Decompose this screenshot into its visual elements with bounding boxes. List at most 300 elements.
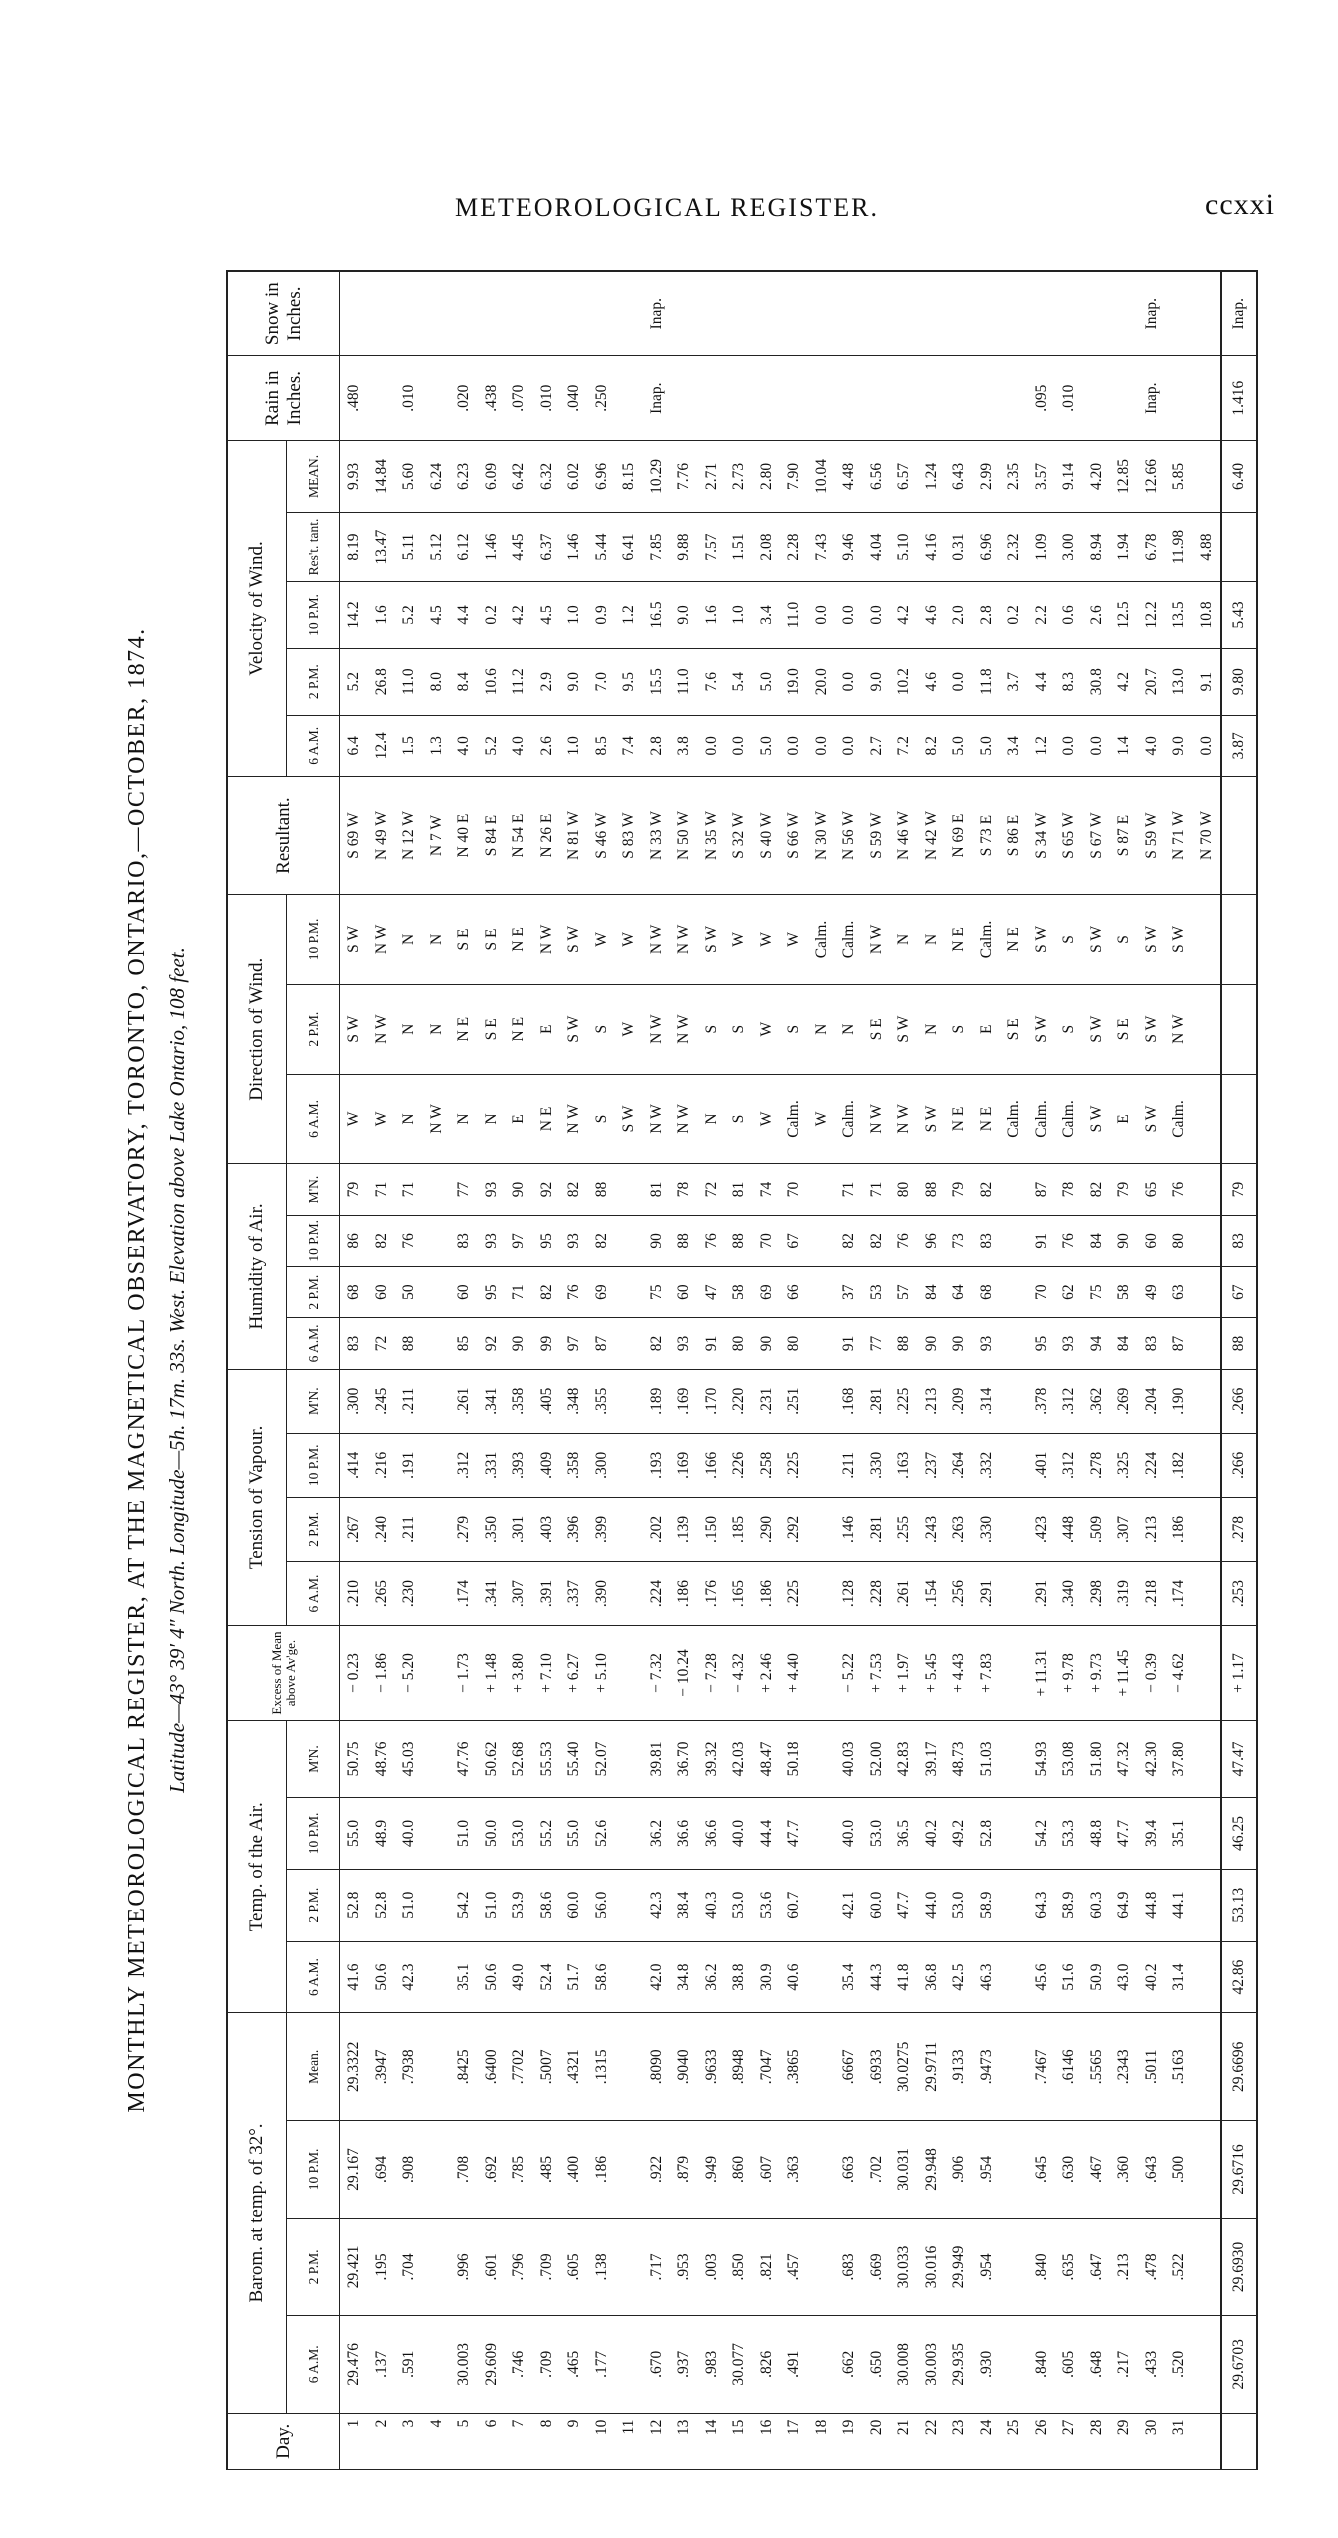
table-cell: Calm. bbox=[808, 895, 836, 985]
table-cell: .378 bbox=[1028, 1369, 1056, 1433]
table-cell: .202 bbox=[643, 1497, 671, 1561]
table-cell: 0.0 bbox=[698, 715, 726, 777]
sub-barom-6am: 6 A.M. bbox=[287, 2316, 340, 2413]
table-cell: 4.0 bbox=[450, 715, 478, 777]
table-cell: 99 bbox=[533, 1318, 561, 1369]
table-cell: 88 bbox=[890, 1318, 918, 1369]
mean-cell: .278 bbox=[1221, 1497, 1257, 1561]
table-cell: + 7.10 bbox=[533, 1626, 561, 1721]
table-cell bbox=[835, 271, 863, 356]
table-cell: .400 bbox=[560, 2121, 588, 2218]
table-cell: .218 bbox=[1138, 1561, 1166, 1625]
table-cell: .269 bbox=[1110, 1369, 1138, 1433]
table-cell bbox=[1193, 1164, 1222, 1215]
sub-velocity-resultant: Res't. tant. bbox=[287, 512, 340, 581]
table-cell: + 7.53 bbox=[863, 1626, 891, 1721]
table-cell: .226 bbox=[725, 1433, 753, 1497]
table-cell: .3947 bbox=[368, 2013, 396, 2121]
table-cell bbox=[808, 2013, 836, 2121]
table-cell: Inap. bbox=[1138, 271, 1166, 356]
table-cell: N bbox=[918, 984, 946, 1074]
table-cell: 55.0 bbox=[340, 1797, 368, 1869]
table-cell bbox=[1193, 1797, 1222, 1869]
table-cell: .154 bbox=[918, 1561, 946, 1625]
table-cell bbox=[973, 271, 1001, 356]
table-cell: 36.5 bbox=[890, 1797, 918, 1869]
table-cell: 7.6 bbox=[698, 648, 726, 715]
table-cell: 42.03 bbox=[725, 1721, 753, 1798]
mean-cell bbox=[1221, 895, 1257, 985]
table-cell: 45.6 bbox=[1028, 1941, 1056, 2013]
table-cell: 74 bbox=[753, 1164, 781, 1215]
table-cell: S 32 W bbox=[725, 777, 753, 895]
table-row bbox=[423, 271, 451, 2470]
table-cell: 7.43 bbox=[808, 512, 836, 581]
table-cell: 2.0 bbox=[945, 582, 973, 649]
table-cell: .860 bbox=[725, 2121, 753, 2218]
table-cell: .010 bbox=[533, 356, 561, 441]
table-cell: .186 bbox=[670, 1561, 698, 1625]
table-cell: − 5.20 bbox=[395, 1626, 423, 1721]
table-cell: .307 bbox=[1110, 1497, 1138, 1561]
table-cell bbox=[1193, 1497, 1222, 1561]
table-cell: 0.0 bbox=[835, 715, 863, 777]
table-cell: 76 bbox=[1055, 1215, 1083, 1266]
sub-direction-6am: 6 A.M. bbox=[287, 1074, 340, 1164]
table-cell: S bbox=[780, 984, 808, 1074]
day-cell: 13 bbox=[670, 2413, 698, 2469]
table-cell: 2.7 bbox=[863, 715, 891, 777]
table-cell: .694 bbox=[368, 2121, 396, 2218]
table-cell bbox=[1083, 356, 1111, 441]
table-cell: 52.8 bbox=[340, 1869, 368, 1941]
table-cell: N 49 W bbox=[368, 777, 396, 895]
table-cell: 50.9 bbox=[1083, 1941, 1111, 2013]
table-cell: .605 bbox=[560, 2218, 588, 2315]
table-cell: + 7.83 bbox=[973, 1626, 1001, 1721]
table-cell: .290 bbox=[753, 1497, 781, 1561]
table-cell: N bbox=[808, 984, 836, 1074]
table-cell: 4.04 bbox=[863, 512, 891, 581]
table-cell: 64.9 bbox=[1110, 1869, 1138, 1941]
table-cell: 36.70 bbox=[670, 1721, 698, 1798]
table-cell: .401 bbox=[1028, 1433, 1056, 1497]
table-cell: 4.16 bbox=[918, 512, 946, 581]
table-cell: 2.80 bbox=[753, 441, 781, 513]
table-cell: S W bbox=[1138, 1074, 1166, 1164]
table-row bbox=[698, 271, 726, 2470]
table-cell: 0.0 bbox=[835, 582, 863, 649]
table-cell: 3.8 bbox=[670, 715, 698, 777]
table-cell: .448 bbox=[1055, 1497, 1083, 1561]
table-cell: 55.53 bbox=[533, 1721, 561, 1798]
table-row bbox=[478, 271, 506, 2470]
table-cell: E bbox=[1110, 1074, 1138, 1164]
table-cell: 47.32 bbox=[1110, 1721, 1138, 1798]
table-cell: N E bbox=[973, 1074, 1001, 1164]
table-cell: 88 bbox=[670, 1215, 698, 1266]
table-cell: S W bbox=[890, 984, 918, 1074]
table-cell: .186 bbox=[588, 2121, 616, 2218]
table-cell: 80 bbox=[780, 1318, 808, 1369]
table-cell: .182 bbox=[1165, 1433, 1193, 1497]
table-cell: 1.0 bbox=[560, 582, 588, 649]
table-cell: 8.0 bbox=[423, 648, 451, 715]
table-cell bbox=[1193, 1318, 1222, 1369]
table-cell: N E bbox=[450, 984, 478, 1074]
table-cell: 0.2 bbox=[478, 582, 506, 649]
table-cell: .826 bbox=[753, 2316, 781, 2413]
table-cell: 50.18 bbox=[780, 1721, 808, 1798]
table-cell: 75 bbox=[1083, 1266, 1111, 1317]
table-cell: 76 bbox=[698, 1215, 726, 1266]
table-cell: 76 bbox=[1165, 1164, 1193, 1215]
table-cell: 78 bbox=[1055, 1164, 1083, 1215]
table-cell: 64.3 bbox=[1028, 1869, 1056, 1941]
table-cell: 42.0 bbox=[643, 1941, 671, 2013]
table-cell: 13.0 bbox=[1165, 648, 1193, 715]
mean-cell: 29.6930 bbox=[1221, 2218, 1257, 2315]
table-cell: .337 bbox=[560, 1561, 588, 1625]
table-cell: 82 bbox=[1083, 1164, 1111, 1215]
table-cell: 1.5 bbox=[395, 715, 423, 777]
table-cell: S 46 W bbox=[588, 777, 616, 895]
table-cell: .2343 bbox=[1110, 2013, 1138, 2121]
table-cell: .166 bbox=[698, 1433, 726, 1497]
table-cell: .020 bbox=[450, 356, 478, 441]
table-cell: 60.0 bbox=[560, 1869, 588, 1941]
table-cell: .255 bbox=[890, 1497, 918, 1561]
table-cell: N 40 E bbox=[450, 777, 478, 895]
mean-cell: Inap. bbox=[1221, 271, 1257, 356]
table-cell: 5.85 bbox=[1165, 441, 1193, 513]
day-cell: 12 bbox=[643, 2413, 671, 2469]
table-row bbox=[450, 271, 478, 2470]
table-cell: .225 bbox=[780, 1561, 808, 1625]
day-cell: 24 bbox=[973, 2413, 1001, 2469]
day-cell: 6 bbox=[478, 2413, 506, 2469]
table-cell: 83 bbox=[1138, 1318, 1166, 1369]
sub-direction-10pm: 10 P.M. bbox=[287, 895, 340, 985]
table-cell: 4.5 bbox=[423, 582, 451, 649]
table-cell: 14.84 bbox=[368, 441, 396, 513]
table-cell: 30.033 bbox=[890, 2218, 918, 2315]
table-cell bbox=[615, 1164, 643, 1215]
table-cell: W bbox=[725, 895, 753, 985]
table-cell: 90 bbox=[643, 1215, 671, 1266]
table-cell bbox=[1000, 1721, 1028, 1798]
table-cell bbox=[1000, 2013, 1028, 2121]
table-cell: .278 bbox=[1083, 1433, 1111, 1497]
table-cell: N 81 W bbox=[560, 777, 588, 895]
table-cell bbox=[340, 271, 368, 356]
table-cell: 42.3 bbox=[395, 1941, 423, 2013]
table-cell: .264 bbox=[945, 1433, 973, 1497]
table-cell: 35.1 bbox=[450, 1941, 478, 2013]
table-cell: N 54 E bbox=[505, 777, 533, 895]
table-cell: 76 bbox=[890, 1215, 918, 1266]
table-cell: 90 bbox=[505, 1318, 533, 1369]
table-cell bbox=[450, 271, 478, 356]
table-cell: N E bbox=[1000, 895, 1028, 985]
table-cell: 7.57 bbox=[698, 512, 726, 581]
table-cell: 10.6 bbox=[478, 648, 506, 715]
table-cell bbox=[1000, 356, 1028, 441]
table-cell: .8948 bbox=[725, 2013, 753, 2121]
table-cell: 58 bbox=[1110, 1266, 1138, 1317]
table-cell: 8.19 bbox=[340, 512, 368, 581]
table-cell: 88 bbox=[725, 1215, 753, 1266]
table-cell bbox=[560, 271, 588, 356]
register-body bbox=[340, 271, 1222, 2470]
table-cell: .210 bbox=[340, 1561, 368, 1625]
table-cell bbox=[423, 2316, 451, 2413]
sub-humidity-6am: 6 A.M. bbox=[287, 1318, 340, 1369]
table-cell: .165 bbox=[725, 1561, 753, 1625]
table-cell: .953 bbox=[670, 2218, 698, 2315]
table-cell: Calm. bbox=[1000, 1074, 1028, 1164]
table-cell: 20.7 bbox=[1138, 648, 1166, 715]
table-cell bbox=[615, 2218, 643, 2315]
table-cell: 39.4 bbox=[1138, 1797, 1166, 1869]
table-cell bbox=[615, 2013, 643, 2121]
table-cell: N 56 W bbox=[835, 777, 863, 895]
table-cell: .6400 bbox=[478, 2013, 506, 2121]
table-cell: 58.9 bbox=[973, 1869, 1001, 1941]
table-cell: .301 bbox=[505, 1497, 533, 1561]
table-cell: 57 bbox=[890, 1266, 918, 1317]
table-cell: .949 bbox=[698, 2121, 726, 2218]
table-cell: .480 bbox=[340, 356, 368, 441]
mean-cell: 88 bbox=[1221, 1318, 1257, 1369]
table-cell: 0.6 bbox=[1055, 582, 1083, 649]
table-cell: 68 bbox=[973, 1266, 1001, 1317]
table-cell: 92 bbox=[533, 1164, 561, 1215]
table-cell bbox=[808, 1869, 836, 1941]
table-cell: 58.6 bbox=[588, 1941, 616, 2013]
table-cell: S bbox=[725, 984, 753, 1074]
table-cell: .292 bbox=[780, 1497, 808, 1561]
table-cell bbox=[1193, 2218, 1222, 2315]
table-cell bbox=[615, 1561, 643, 1625]
table-cell: 34.8 bbox=[670, 1941, 698, 2013]
table-row bbox=[368, 271, 396, 2470]
table-cell bbox=[753, 271, 781, 356]
table-cell bbox=[1193, 271, 1222, 356]
table-cell: N bbox=[395, 895, 423, 985]
table-cell: N bbox=[698, 1074, 726, 1164]
table-cell: 50.6 bbox=[368, 1941, 396, 2013]
table-cell: 3.4 bbox=[753, 582, 781, 649]
table-cell: 12.2 bbox=[1138, 582, 1166, 649]
table-cell: 41.6 bbox=[340, 1941, 368, 2013]
table-cell: 29.948 bbox=[918, 2121, 946, 2218]
table-cell bbox=[918, 271, 946, 356]
table-cell: 6.57 bbox=[890, 441, 918, 513]
table-cell: .9473 bbox=[973, 2013, 1001, 2121]
table-cell bbox=[1000, 1266, 1028, 1317]
table-cell bbox=[615, 1497, 643, 1561]
table-cell: 11.98 bbox=[1165, 512, 1193, 581]
header-direction: Direction of Wind. bbox=[227, 895, 287, 1164]
table-cell: .399 bbox=[588, 1497, 616, 1561]
table-row bbox=[863, 271, 891, 2470]
table-cell bbox=[423, 1626, 451, 1721]
table-cell: .663 bbox=[835, 2121, 863, 2218]
table-cell: 10.2 bbox=[890, 648, 918, 715]
table-cell bbox=[1000, 1369, 1028, 1433]
table-row bbox=[670, 271, 698, 2470]
table-cell: 60 bbox=[450, 1266, 478, 1317]
table-cell bbox=[615, 2316, 643, 2413]
table-cell: .243 bbox=[918, 1497, 946, 1561]
sub-vapour-mean: M'N. bbox=[287, 1369, 340, 1433]
table-cell bbox=[808, 1164, 836, 1215]
table-cell: 9.1 bbox=[1193, 648, 1222, 715]
table-cell: 53.0 bbox=[505, 1797, 533, 1869]
table-cell bbox=[1193, 1369, 1222, 1433]
table-cell: .607 bbox=[753, 2121, 781, 2218]
table-cell: N bbox=[395, 1074, 423, 1164]
table-cell: 44.1 bbox=[1165, 1869, 1193, 1941]
table-cell: 20.0 bbox=[808, 648, 836, 715]
table-cell: N 12 W bbox=[395, 777, 423, 895]
table-cell: 12.85 bbox=[1110, 441, 1138, 513]
table-cell: 8.4 bbox=[450, 648, 478, 715]
header-barometer: Barom. at temp. of 32°. bbox=[227, 2013, 287, 2413]
table-cell: − 10.24 bbox=[670, 1626, 698, 1721]
table-cell: 65 bbox=[1138, 1164, 1166, 1215]
table-cell: 5.12 bbox=[423, 512, 451, 581]
table-cell: 37 bbox=[835, 1266, 863, 1317]
table-cell: 40.0 bbox=[835, 1797, 863, 1869]
table-cell: + 11.31 bbox=[1028, 1626, 1056, 1721]
table-cell: − 7.28 bbox=[698, 1626, 726, 1721]
table-cell: 4.2 bbox=[505, 582, 533, 649]
table-cell: .8090 bbox=[643, 2013, 671, 2121]
table-cell: .169 bbox=[670, 1369, 698, 1433]
table-cell: .003 bbox=[698, 2218, 726, 2315]
table-cell: .709 bbox=[533, 2218, 561, 2315]
table-cell bbox=[505, 271, 533, 356]
table-cell: N bbox=[395, 984, 423, 1074]
table-cell bbox=[808, 1497, 836, 1561]
table-cell: 55.2 bbox=[533, 1797, 561, 1869]
table-cell bbox=[863, 356, 891, 441]
table-cell: .350 bbox=[478, 1497, 506, 1561]
table-cell: Calm. bbox=[1165, 1074, 1193, 1164]
table-cell: .414 bbox=[340, 1433, 368, 1497]
table-cell: .174 bbox=[450, 1561, 478, 1625]
table-cell: S 40 W bbox=[753, 777, 781, 895]
table-cell: .7047 bbox=[753, 2013, 781, 2121]
table-cell bbox=[1000, 1561, 1028, 1625]
table-cell: S W bbox=[1083, 1074, 1111, 1164]
table-row bbox=[753, 271, 781, 2470]
mean-cell bbox=[1221, 2413, 1257, 2469]
table-cell: + 5.45 bbox=[918, 1626, 946, 1721]
table-cell: 47.7 bbox=[780, 1797, 808, 1869]
mean-cell bbox=[1221, 1074, 1257, 1164]
table-cell: 60 bbox=[670, 1266, 698, 1317]
table-cell: 0.0 bbox=[808, 582, 836, 649]
table-cell: 73 bbox=[945, 1215, 973, 1266]
table-cell: N bbox=[890, 895, 918, 985]
table-cell: 88 bbox=[918, 1164, 946, 1215]
table-cell: .300 bbox=[588, 1433, 616, 1497]
table-cell: N 30 W bbox=[808, 777, 836, 895]
table-cell: .312 bbox=[450, 1433, 478, 1497]
table-cell bbox=[423, 1433, 451, 1497]
table-cell: 1.2 bbox=[615, 582, 643, 649]
table-cell: .717 bbox=[643, 2218, 671, 2315]
table-cell: .137 bbox=[368, 2316, 396, 2413]
table-cell: 35.1 bbox=[1165, 1797, 1193, 1869]
table-cell: 68 bbox=[340, 1266, 368, 1317]
table-cell: 51.6 bbox=[1055, 1941, 1083, 2013]
table-cell bbox=[698, 271, 726, 356]
table-cell: 29.421 bbox=[340, 2218, 368, 2315]
table-cell: N W bbox=[670, 895, 698, 985]
table-cell: .213 bbox=[1138, 1497, 1166, 1561]
table-cell: .509 bbox=[1083, 1497, 1111, 1561]
table-cell: 41.8 bbox=[890, 1941, 918, 2013]
table-cell: 81 bbox=[725, 1164, 753, 1215]
table-cell: .643 bbox=[1138, 2121, 1166, 2218]
header-rain: Rain in Inches. bbox=[227, 356, 340, 441]
day-cell: 9 bbox=[560, 2413, 588, 2469]
table-cell: .211 bbox=[835, 1433, 863, 1497]
day-cell: 1 bbox=[340, 2413, 368, 2469]
table-cell bbox=[478, 271, 506, 356]
table-cell: .647 bbox=[1083, 2218, 1111, 2315]
table-cell: 53.08 bbox=[1055, 1721, 1083, 1798]
table-row bbox=[918, 271, 946, 2470]
table-cell: .185 bbox=[725, 1497, 753, 1561]
table-cell bbox=[808, 1215, 836, 1266]
table-cell: 36.2 bbox=[698, 1941, 726, 2013]
table-cell: N W bbox=[560, 1074, 588, 1164]
table-cell: 54.2 bbox=[450, 1869, 478, 1941]
table-cell: 9.46 bbox=[835, 512, 863, 581]
table-cell: − 7.32 bbox=[643, 1626, 671, 1721]
table-cell bbox=[780, 356, 808, 441]
table-cell: .010 bbox=[395, 356, 423, 441]
table-cell: .237 bbox=[918, 1433, 946, 1497]
table-cell: .291 bbox=[973, 1561, 1001, 1625]
table-cell: 9.14 bbox=[1055, 441, 1083, 513]
table-cell: 47 bbox=[698, 1266, 726, 1317]
day-cell: 26 bbox=[1028, 2413, 1056, 2469]
table-cell bbox=[808, 2218, 836, 2315]
table-cell: 1.0 bbox=[725, 582, 753, 649]
table-cell: .070 bbox=[505, 356, 533, 441]
table-cell: .709 bbox=[533, 2316, 561, 2413]
table-cell bbox=[1193, 984, 1222, 1074]
table-cell: .204 bbox=[1138, 1369, 1166, 1433]
table-cell: .231 bbox=[753, 1369, 781, 1433]
table-cell: − 4.62 bbox=[1165, 1626, 1193, 1721]
table-cell: .5011 bbox=[1138, 2013, 1166, 2121]
table-cell: .485 bbox=[533, 2121, 561, 2218]
table-cell: 84 bbox=[1110, 1318, 1138, 1369]
day-cell: 14 bbox=[698, 2413, 726, 2469]
sub-humidity-10pm: 10 P.M. bbox=[287, 1215, 340, 1266]
day-cell: 16 bbox=[753, 2413, 781, 2469]
table-row bbox=[1055, 271, 1083, 2470]
table-cell: 69 bbox=[753, 1266, 781, 1317]
table-cell: .341 bbox=[478, 1561, 506, 1625]
